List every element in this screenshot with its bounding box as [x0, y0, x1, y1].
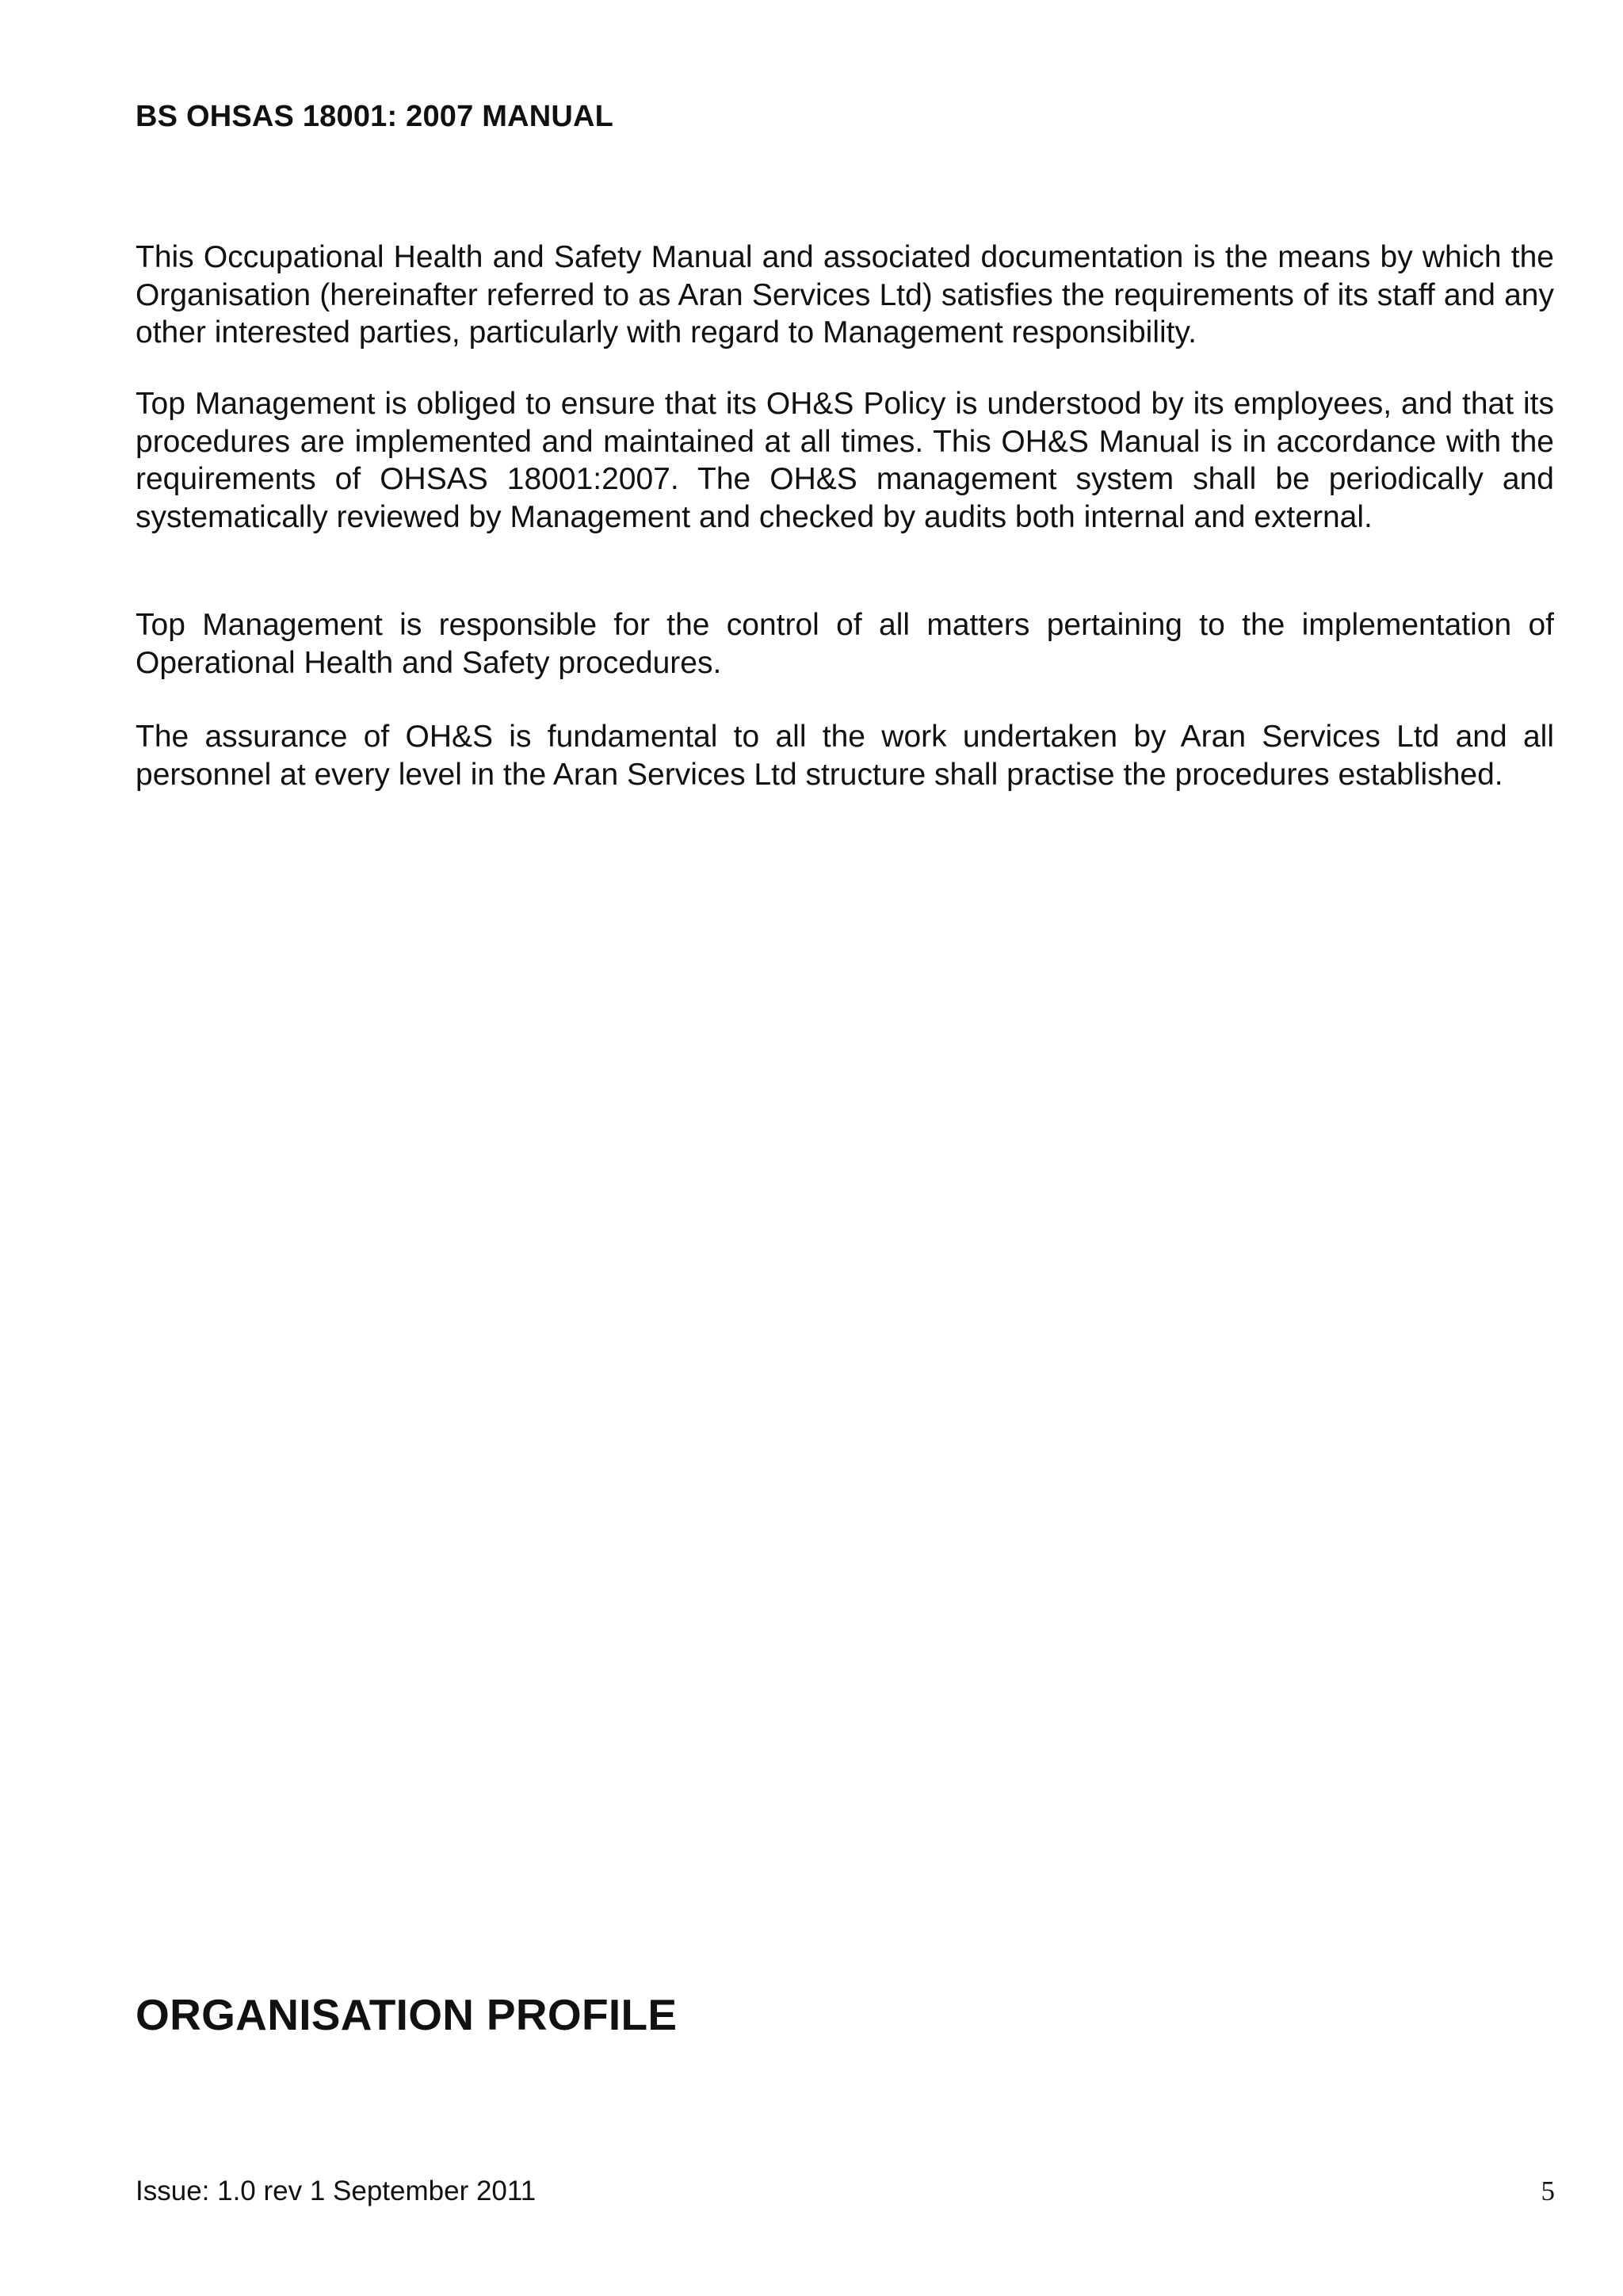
paragraph-top-management-responsibility: Top Management is responsible for the control of all matters pertaining to the implementation of Operational Health and Safety procedures.: [136, 608, 1554, 680]
paragraph-ohs-assurance: The assurance of OH&S is fundamental to all the work undertaken by Aran Services Ltd and all personnel at every level in the Aran Services Ltd structure shall practise the procedures established.: [136, 720, 1554, 792]
document-header-title: BS OHSAS 18001: 2007 MANUAL: [136, 100, 614, 133]
footer-page-number: 5: [1541, 2176, 1555, 2206]
section-heading-organisation-profile: ORGANISATION PROFILE: [136, 1990, 678, 2039]
paragraph-manual-purpose: This Occupational Health and Safety Manual and associated documentation is the means by which the Organisation (hereinafter referred to as Aran Services Ltd) satisfies the requirements of its staff and any other interested parties, particularly with regard to Management responsibility.: [136, 240, 1554, 350]
paragraph-top-management-obligations: Top Management is obliged to ensure that its OH&S Policy is understood by its employees, and that its procedures are implemented and maintained at all times. This OH&S Manual is in accordance with the requirements of OHSAS 18001:2007. The OH&S management system shall be periodically and systematically reviewed by Management and checked by audits both internal and external.: [136, 387, 1554, 534]
footer-issue-info: Issue: 1.0 rev 1 September 2011: [136, 2176, 537, 2206]
